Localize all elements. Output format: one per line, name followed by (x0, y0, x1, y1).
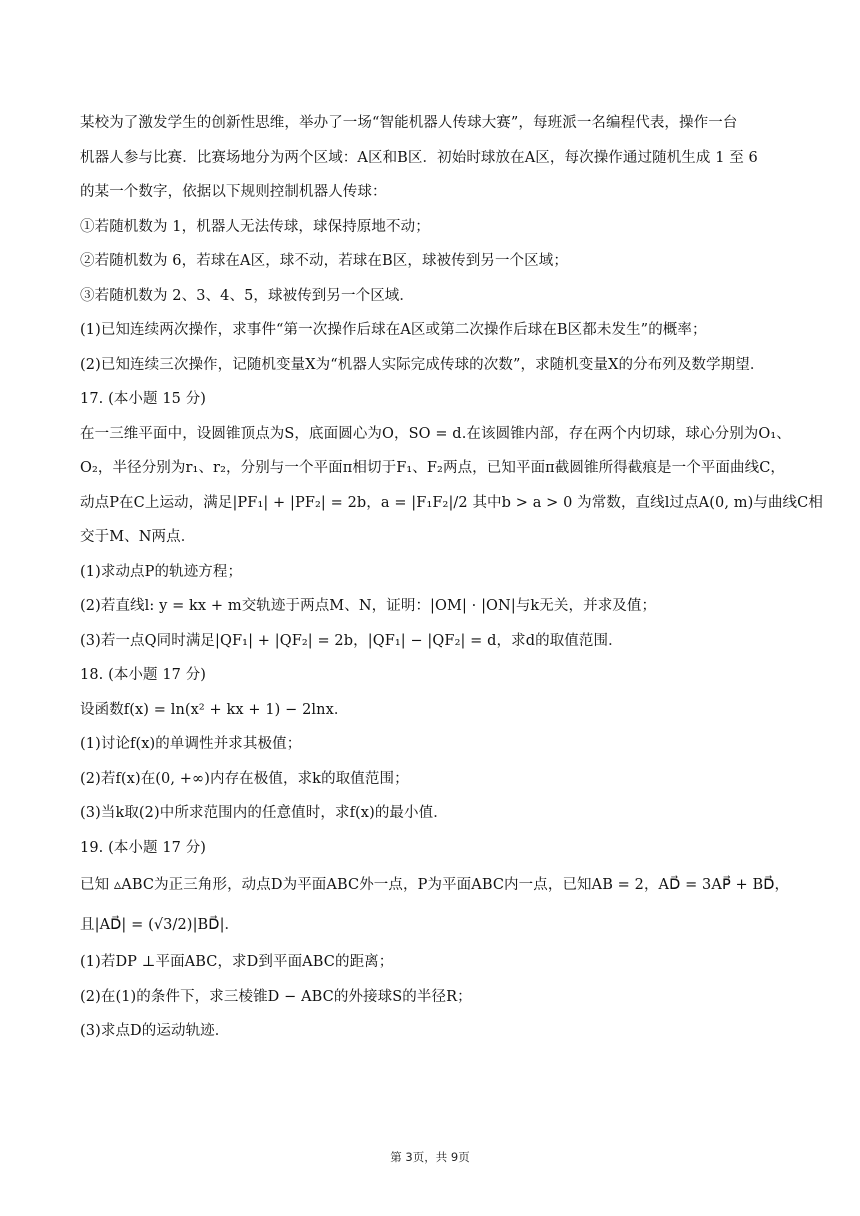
problem18-question-2: (2)若f(x)在(0, +∞)内存在极值，求k的取值范围； (80, 770, 409, 787)
problem16-rule-1: ①若随机数为 1，机器人无法传球，球保持原地不动； (80, 218, 430, 235)
problem19-line-1: 已知 ▵ABC为正三角形，动点D为平面ABC外一点，P为平面ABC内一点，已知AB = 2，AD⃗ = 3AP⃗ + BD⃗， (80, 877, 790, 893)
problem17-question-1: (1)求动点P的轨迹方程； (80, 563, 243, 580)
problem19-header: 19. (本小题 17 分) (80, 839, 207, 856)
problem17-header: 17. (本小题 15 分) (80, 391, 207, 407)
problem19-question-3: (3)求点D的运动轨迹． (80, 1023, 230, 1039)
problem17-line-2: O₂，半径分别为r₁、r₂，分别与一个平面π相切于F₁、F₂两点，已知平面π截圆锥所得截痕是一个平面曲线C， (80, 460, 785, 476)
problem19-line-2: 且|AD⃗| = (√3/2)|BD⃗|． (80, 917, 240, 933)
problem16-rule-2: ②若随机数为 6，若球在A区，球不动，若球在B区，球被传到另一个区域； (80, 253, 568, 269)
problem16-intro-line-3: 的某一个数字，依据以下规则控制机器人传球： (80, 184, 387, 200)
problem17-question-2: (2)若直线l: y = kx + m交轨迹于两点M、N，证明：|OM| · |ON|与k无关，并求及值； (80, 598, 657, 614)
problem17-line-1: 在一三维平面中，设圆锥顶点为S，底面圆心为O，SO = d.在该圆锥内部，存在两个内切球，球心分别为O₁、 (80, 425, 791, 442)
problem16-intro-line-2: 机器人参与比赛．比赛场地分为两个区域：A区和B区．初始时球放在A区，每次操作通过随机生成 1 至 6 (80, 149, 758, 166)
problem16-question-1: (1)已知连续两次操作，求事件“第一次操作后球在A区或第二次操作后球在B区都未发生”的概率； (80, 322, 707, 338)
problem18-header: 18. (本小题 17 分) (80, 667, 207, 683)
problem18-question-3: (3)当k取(2)中所求范围内的任意值时，求f(x)的最小值． (80, 805, 448, 821)
page-footer: 第 3页，共 9页 (390, 1150, 470, 1164)
problem19-question-2: (2)在(1)的条件下，求三棱锥D − ABC的外接球S的半径R； (80, 988, 472, 1005)
page-content (80, 106, 823, 1049)
problem16-rule-3: ③若随机数为 2、3、4、5，球被传到另一个区域． (80, 287, 415, 304)
problem16-intro-line-1: 某校为了激发学生的创新性思维，举办了一场“智能机器人传球大赛”，每班派一名编程代表，操作一台 (80, 115, 738, 131)
problem17-question-3: (3)若一点Q同时满足|QF₁| + |QF₂| = 2b，|QF₁| − |QF₂| = d，求d的取值范围． (80, 632, 623, 649)
problem18-line-1: 设函数f(x) = ln(x² + kx + 1) − 2lnx． (80, 701, 349, 718)
problem16-question-2: (2)已知连续三次操作，记随机变量X为“机器人实际完成传球的次数”，求随机变量X的分布列及数学期望． (80, 356, 765, 373)
problem19-question-1: (1)若DP ⊥平面ABC，求D到平面ABC的距离； (80, 954, 394, 970)
problem17-line-4: 交于M、N两点． (80, 529, 196, 545)
problem18-question-1: (1)讨论f(x)的单调性并求其极值； (80, 736, 302, 752)
problem17-line-3: 动点P在C上运动，满足|PF₁| + |PF₂| = 2b，a = |F₁F₂|/2 其中b > a > 0 为常数，直线l过点A(0, m)与曲线C相 (80, 494, 823, 511)
